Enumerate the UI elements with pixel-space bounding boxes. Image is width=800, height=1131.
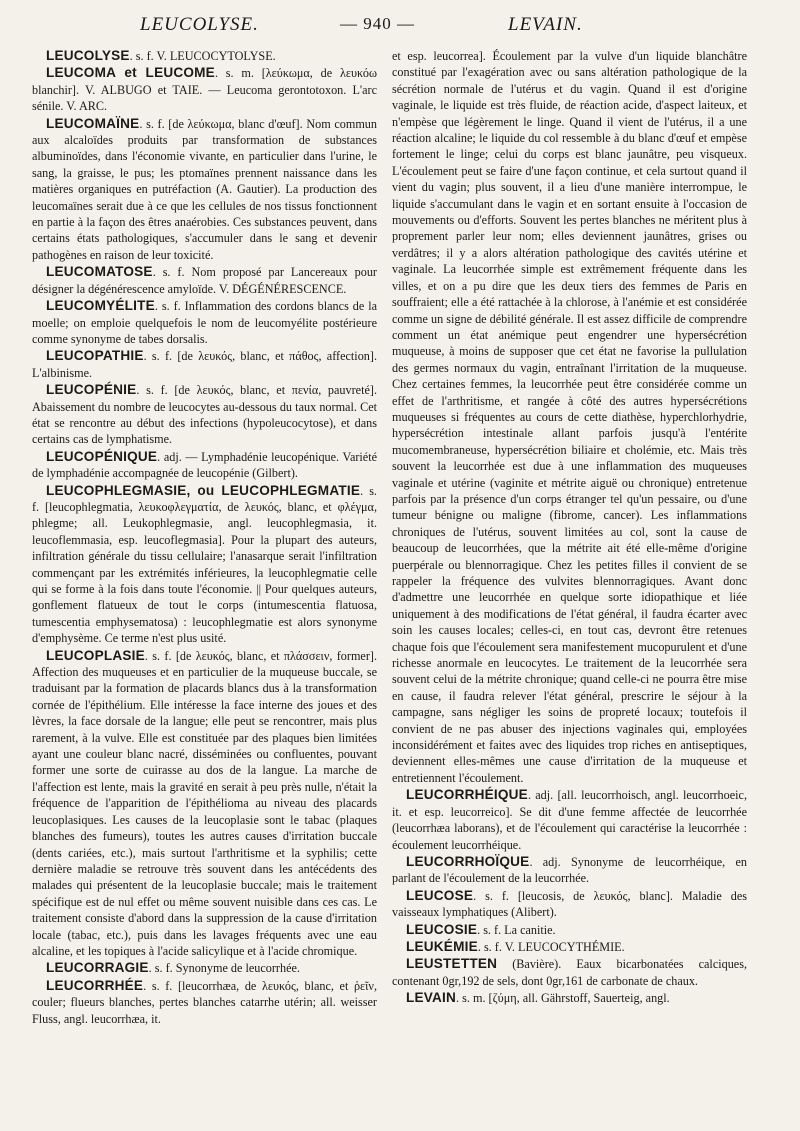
entry-leucorrheique: [392, 787, 747, 853]
entry-headword: LEVAIN: [406, 990, 457, 1006]
entry-leustetten: [392, 956, 747, 989]
entry-headword: LEUCOMATOSE: [46, 264, 153, 280]
entry-text: . s. m. [λεύκωμα, de λευκόω blanchir]. V. ALBUGO et TAIE. — Leucoma gerontotoxon. L'arc sénile. V. ARC.: [32, 66, 377, 114]
entry-text: . s. f. La canitie.: [477, 922, 556, 937]
entry-headword: LEUCOPÉNIE: [46, 382, 137, 398]
entry-leucorrhoique: [392, 854, 747, 887]
entry-leucoma: [32, 65, 377, 114]
entry-leucopenie: [32, 382, 377, 448]
entry-text: . s. f. Nom proposé par Lancereaux pour désigner la dégénérescence amyloïde. V. DÉGÉNÉRESCENCE.: [32, 265, 377, 296]
running-head-left: LEUCOLYSE.: [140, 14, 259, 35]
entry-headword: LEUCORRHOÏQUE: [406, 853, 530, 869]
entry-text: . s. f. [de λεύκωμα, blanc d'œuf]. Nom commun aux alcaloïdes produits par transformation de substances albuminoïdes, dans l'économie vivante, en particulier dans l'urine, le sang, la graisse, le pus; les ptomaïnes prennent naissance dans les matières organiques en putréfaction (A. Gautier). La production des leucomaïnes serait due à ce que les cellules de nos tissus fonctionnent en partie à la façon des êtres anaérobies. Ces substances peuvent, dans certains états pathologiques, s'accumuler dans le sang et devenir pathogènes en raison de leur toxicité.: [32, 116, 377, 262]
entry-leucophlegmasie: [32, 483, 377, 647]
entry-text: . s. f. [de λευκός, blanc, et πλάσσειν, former]. Affection des muqueuses et en particulier de la muqueuse buccale, se traduisant par la formation de placards blancs dus à la transformation cornée de l'épithélium. Elle intéresse la face interne des joues et des lèvres, la face dorsale de la langue; elle peut se rencontrer, mais plus rarement, à la vulve. Elle est constituée par des plaques bien limitées ayant une couleur blanc nacré, disséminées ou confluentes, pouvant former une sorte de cuirasse au dos de la langue. La marche de l'affection est lente, mais la gravité en serait à peu près nulle, n'était la fréquence de l'apparition de l'épithélioma au niveau des placards leucoplasiques. Les causes de la leucoplasie sont le tabac (plaques blanches des fumeurs), toutes les autres causes d'irritation buccale (dents cariées, etc.), mais surtout l'arthritisme et la syphilis; cette dernière maladie se retrouve très souvent dans les antécédents des malades qui présentent de la leucoplasie buccale; mais le traitement spécifique est de nul effet ou même souvent nuisible dans ces cas. Le traitement consiste d'abord dans la suppression de la cause d'irritation locale (tabac, etc.), puis dans les lavages fréquents avec une eau alcaline, et les topiques à l'acide salicylique et à l'acide chromique.: [32, 648, 377, 958]
entry-text: et esp. leucorrea]. Écoulement par la vulve d'un liquide blanchâtre constitué par l'exagération avec ou sans altération pathologique de la sécrétion normale de l'utérus et du vagin. Quand il est d'origine vaginale, le liquide est très fluide, de réaction acide, d'aspect laiteux, et n'empèse que légèrement le linge. Quand il vient de l'utérus, il a une réaction alcaline; le liquide du col ressemble à du blanc d'œuf et empèse fortement le linge; celui du corps est blanc jaunâtre, peu visqueux. L'écoulement peut se faire d'une façon continue, et cela surtout quand il vient du vagin; plus souvent, il a lieu d'une manière interrompue, le liquide s'accumulant dans le vagin et en sortant ensuite à l'occasion de mouvements ou d'efforts. Souvent les pertes blanches ne méritent plus à proprement parler leur nom; elles deviennent jaunâtres, grises ou verdâtres; il y a alors altération pathologique des cavités utérine et vaginale. La leucorrhée simple est extrêmement fréquente dans les villes, et on a pu dire que les deux tiers des femmes de Paris en souffraient; elle a été rattachée à la chlorose, à l'anémie et est considérée comme un signe de débilité générale. Il est assez difficile de comprendre comment un état anémique peut engendrer une hypersécrétion muqueuse, à moins de supposer que cet état ne favorise la pullulation des germes normaux du vagin, entraînant l'irritation de la muqueuse. Chez certaines femmes, la leucorrhée peut être considérée comme un effet de l'arthritisme, et rangée à côté des autres hypersécrétions muqueuses si fréquentes au cours de cette diathèse, hyperchlorhydrie, hypersécrétion intestinale allant parfois jusqu'à l'entérite mucomembraneuse, hypersécrétion biliaire et cholémie, etc. Mais très souvent la leucorrhée est due à une inflammation des muqueuses vaginale et utérine (vaginite et métrite aiguë ou chronique) entretenue parfois par la présence d'un corps étranger tel qu'un pessaire, ou d'une tumeur bénigne ou maligne (fibrome, cancer). Les inflammations chroniques de l'utérus, souvent limitées au col, sont la cause de beaucoup de leucorrhées, que la métrite ait été elle-même d'origine puerpérale ou blennorragique. Chez les petites filles il convient de se rappeler la fréquence des vulvites blennorragiques. Avant donc d'admettre une leucorrhée en quelque sorte idiopathique et liée uniquement à des modifications de l'état général, il faudra écarter avec soin les causes locales; celles-ci, en tout cas, devront être retenues chaque fois que l'écoulement sera manifestement mucopurulent et d'une richesse anormale en leucocytes. Le traitement de la leucorrhée sera souvent celui de la métrite chronique; quand celle-ci ne pourra être mise en cause, il faudra relever l'état général, prescrire le séjour à la campagne, sans négliger les soins de propreté locaux; toutefois il convient de ne pas abuser des injections vaginales qui, employées inconsidérément et faites avec des liquides trop riches en antiseptiques, deviennent elles-mêmes une cause d'irritation de la muqueuse et entretiennent l'écoulement.: [392, 49, 747, 785]
entry-headword: LEUCOPATHIE: [46, 348, 144, 364]
entry-headword: LEUCORRHÉIQUE: [406, 787, 528, 803]
running-head-right: LEVAIN.: [508, 14, 583, 35]
entry-text: . s. f. V. LEUCOCYTOLYSE.: [129, 49, 276, 63]
entry-text: . adj. Synonyme de leucorrhéique, en parlant de l'écoulement de la leucorrhée.: [392, 854, 747, 886]
entry-levain: [392, 990, 747, 1006]
entry-text: . s. m. [ζύμη, all. Gährstoff, Sauerteig, angl.: [456, 991, 670, 1006]
entry-leucopathie: [32, 348, 377, 381]
entry-leucomyelite: [32, 298, 377, 347]
entry-leucomatose: [32, 264, 377, 297]
entry-text: . s. f. [leucorrhæa, de λευκός, blanc, et ῥεῖν, couler; flueurs blanches, pertes blanches catarrhe utérin; all. weisser Fluss, angl. leucorrhæa, it.: [32, 978, 377, 1026]
entry-text: . s. f. [de λευκός, blanc, et πάθος, affection]. L'albinisme.: [32, 349, 377, 380]
entry-leucorrhee: [32, 978, 377, 1027]
entry-text: . s. f. [leucosis, de λευκός, blanc]. Maladie des vaisseaux lymphatiques (Alibert).: [392, 888, 747, 920]
entry-headword: LEUCOPÉNIQUE: [46, 448, 158, 464]
entry-headword: LEUCOSE: [406, 887, 474, 903]
entry-headword: LEUSTETTEN: [406, 956, 498, 972]
entry-headword: LEUCOLYSE: [46, 48, 130, 63]
entry-leucose: [392, 888, 747, 921]
entry-leucolyse: [32, 48, 377, 64]
entry-text: . adj. — Lymphadénie leucopénique. Variété de lymphadénie accompagnée de leucopénie (Gilbert).: [32, 449, 377, 481]
entry-headword: LEUCOMAÏNE: [46, 115, 140, 131]
entry-text: (Bavière). Eaux bicarbonatées calciques, contenant 0gr,192 de sels, dont 0gr,161 de carbonate de chaux.: [392, 957, 747, 988]
entry-leucorragie: [32, 960, 377, 976]
running-head: [40, 14, 760, 40]
entry-headword: LEUCOPLASIE: [46, 647, 145, 663]
right-column: [392, 48, 747, 1008]
entry-leucosie: [392, 922, 747, 938]
entry-text: . s. f. Synonyme de leucorrhée.: [148, 961, 300, 976]
entry-headword: LEUCOMA et LEUCOME: [46, 65, 215, 81]
entry-headword: LEUCORRAGIE: [46, 960, 149, 976]
left-column: [32, 48, 377, 1028]
entry-text: . s. f. V. LEUCOCYTHÉMIE.: [477, 939, 625, 954]
entry-headword: LEUCOSIE: [406, 921, 478, 937]
entry-headword: LEUCOPHLEGMASIE, ou LEUCOPHLEGMATIE: [46, 482, 361, 498]
entry-text: . s. f. [leucophlegmatia, λευκοφλεγματία, de λευκός, blanc, et φλέγμα, phlegme; all. Leukophlegmasie, angl. leucophlegmasia, it. leucoflemmasia, esp. leucoflegmasia]. Pour la plupart des auteurs, infiltration générale du tissu cellulaire; l'anasarque serait l'infiltration commençant par les extrémités inférieures, la leucophlegmatie celle qui se forme à la fois dans toute l'économie. || Pour quelques auteurs, gonflement flatueux de tout le corps (intumescentia flatuosa, tumescentia emphysematosa) : leucophlegmatie est alors synonyme d'emphysème. Ce terme n'est plus usité.: [32, 483, 377, 646]
entry-leukemie: [392, 939, 747, 955]
page-number: — 940 —: [340, 14, 415, 33]
entry-headword: LEUKÉMIE: [406, 938, 478, 954]
entry-text: . adj. [all. leucorrhoisch, angl. leucorrhoeic, it. et esp. leucorreico]. Se dit d'une femme affectée de leucorrhée (leucorrhæa laborans), et de l'écoulement qui caractérise la leucorrhée : écoulement leucorrhéique.: [392, 788, 747, 852]
entry-text: . s. f. Inflammation des cordons blancs de la moelle; on emploie quelquefois le nom de leucomyélite postérieure comme synonyme de tabes dorsalis.: [32, 299, 377, 346]
entry-headword: LEUCOMYÉLITE: [46, 298, 155, 314]
entry-text: . s. f. [de λευκός, blanc, et πενία, pauvreté]. Abaissement du nombre de leucocytes au-dessous du taux normal. Cet état se rencontre au début des infections (hypoleucocytose), et dans certains cas de lymphatisme.: [32, 383, 377, 447]
entry-leucomaine: [32, 116, 377, 264]
entry-leucoplasie: [32, 648, 377, 960]
entry-leucopenique: [32, 449, 377, 482]
entry-headword: LEUCORRHÉE: [46, 977, 144, 993]
entry-leucorrhee-cont: [392, 48, 747, 786]
